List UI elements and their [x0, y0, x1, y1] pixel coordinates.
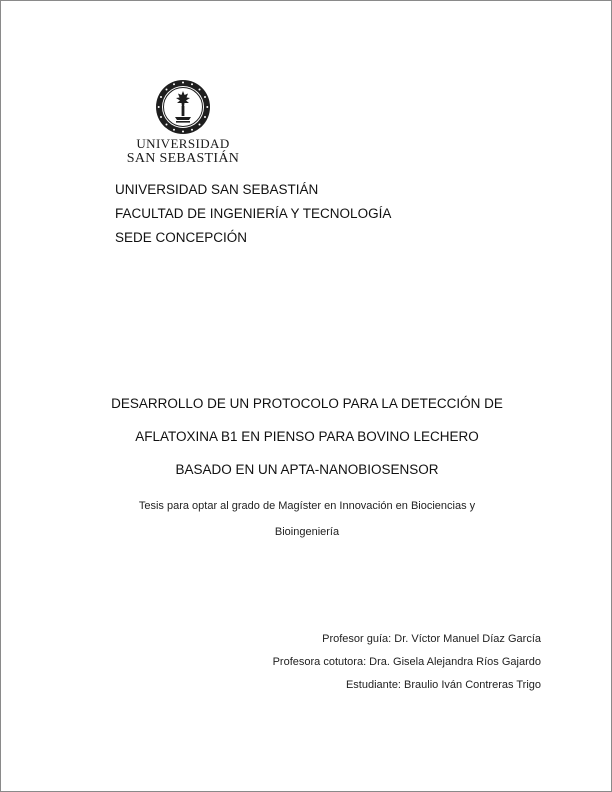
advisor-line: Profesor guía: Dr. Víctor Manuel Díaz García — [322, 633, 541, 645]
logo-wordmark-line1: UNIVERSIDAD — [136, 136, 230, 151]
university-seal-icon — [155, 79, 211, 135]
faculty-name: FACULTAD DE INGENIERÍA Y TECNOLOGÍA — [115, 206, 392, 221]
university-logo — [119, 79, 247, 166]
thesis-title — [61, 387, 553, 486]
degree-statement-line: Bioingeniería — [274, 526, 340, 538]
thesis-title-line: BASADO EN UN APTA-NANOBIOSENSOR — [175, 462, 439, 477]
coadvisor-line: Profesora cotutora: Dra. Gisela Alejandra Ríos Gajardo — [272, 656, 541, 668]
institution-block — [115, 178, 391, 250]
degree-statement — [111, 493, 503, 545]
people-block — [273, 628, 541, 697]
student-line: Estudiante: Braulio Iván Contreras Trigo — [345, 679, 541, 691]
university-name: UNIVERSIDAD SAN SEBASTIÁN — [115, 182, 319, 197]
thesis-title-line: AFLATOXINA B1 EN PIENSO PARA BOVINO LECHERO — [135, 429, 479, 444]
campus-name: SEDE CONCEPCIÓN — [115, 230, 248, 245]
logo-wordmark-line2: SAN SEBASTIÁN — [126, 151, 240, 166]
thesis-title-line: DESARROLLO DE UN PROTOCOLO PARA LA DETECCIÓN DE — [111, 396, 503, 411]
degree-statement-line: Tesis para optar al grado de Magíster en Innovación en Biociencias y — [138, 500, 476, 512]
